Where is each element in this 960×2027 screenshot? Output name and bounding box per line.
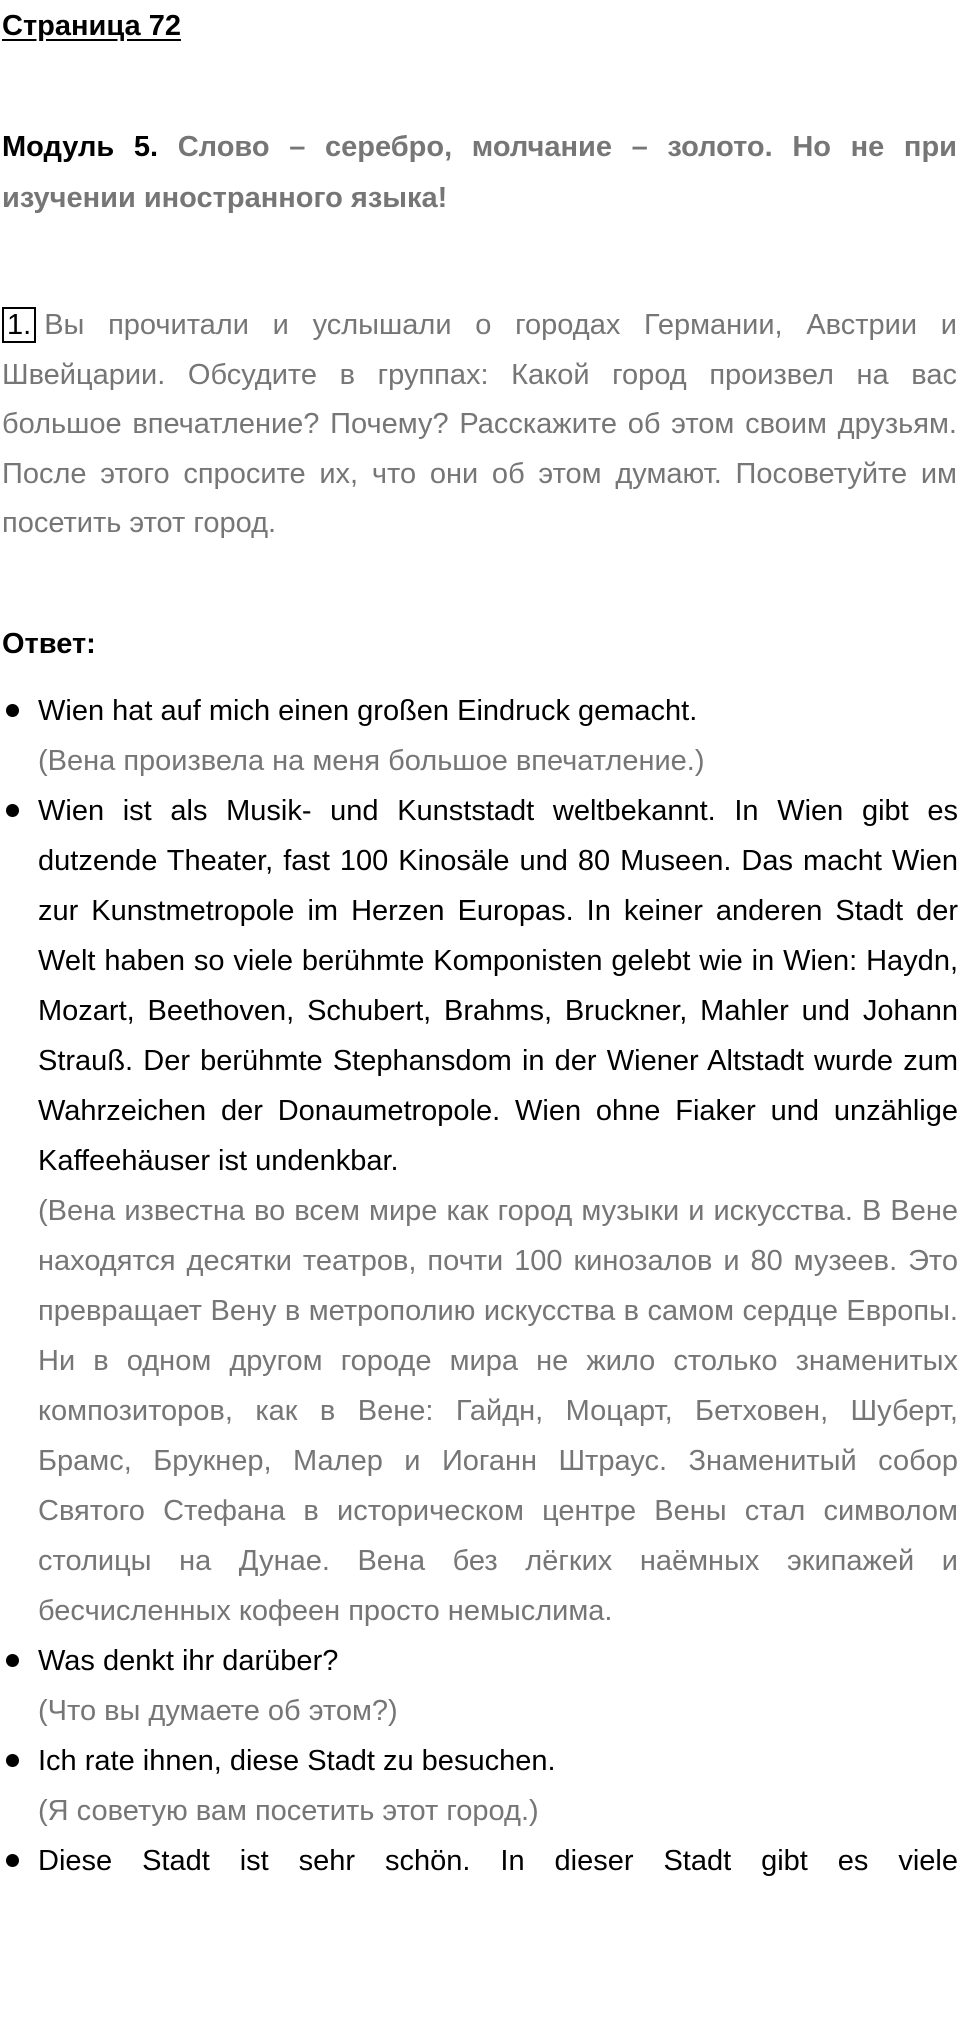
module-heading: [2, 122, 957, 224]
answer-item-5: [0, 1836, 958, 1886]
task-text: Вы прочитали и услышали о городах Германии, Австрии и Швейцарии. Обсудите в группах: Какой город произвел на вас большое впечатление? Почему? Расскажите об этом своим друзьям. После этого спросите их, что они об этом думают. Посоветуйте им посетить этот город.: [2, 309, 957, 539]
bullet-icon: [6, 704, 19, 717]
answer-item-4: [0, 1736, 958, 1836]
task-1: [2, 301, 957, 549]
bullet-icon: [6, 1754, 19, 1767]
answer-german-text: Diese Stadt ist sehr schön. In dieser Stadt gibt es viele: [38, 1845, 958, 1877]
answer-russian-translation: (Вена известна во всем мире как город музыки и искусства. В Вене находятся десятки театров, почти 100 кинозалов и 80 музеев. Это превращает Вену в метрополию искусства в самом сердце Европы. Ни в одном другом городе мира не жило столько знаменитых композиторов, как в Вене: Гайдн, Моцарт, Бетховен, Шуберт, Брамс, Брукнер, Малер и Иоганн Штраус. Знаменитый собор Святого Стефана в историческом центре Вены стал символом столицы на Дунае. Вена без лёгких наёмных экипажей и бесчисленных кофеен просто немыслима.: [38, 1195, 958, 1627]
page-title: Страница 72: [2, 10, 181, 42]
answer-item-3: [0, 1636, 958, 1736]
bullet-icon: [6, 804, 19, 817]
answer-german-text: Ich rate ihnen, diese Stadt zu besuchen.: [38, 1745, 556, 1777]
answer-german-text: Was denkt ihr darüber?: [38, 1645, 339, 1677]
bullet-icon: [6, 1654, 19, 1667]
module-title: Слово – серебро, молчание – золото. Но не при изучении иностранного языка!: [2, 131, 957, 214]
answer-russian-translation: (Я советую вам посетить этот город.): [38, 1795, 539, 1827]
answer-item-1: [0, 686, 958, 786]
bullet-icon: [6, 1854, 19, 1867]
answer-item-2: [0, 786, 958, 1636]
answer-russian-translation: (Вена произвела на меня большое впечатление.): [38, 745, 705, 777]
answer-german-text: Wien ist als Musik- und Kunststadt weltbekannt. In Wien gibt es dutzende Theater, fast 100 Kinosäle und 80 Museen. Das macht Wien zur Kunstmetropole im Herzen Europas. In keiner anderen Stadt der Welt haben so viele berühmte Komponisten gelebt wie in Wien: Haydn, Mozart, Beethoven, Schubert, Brahms, Bruckner, Mahler und Johann Strauß. Der berühmte Stephansdom in der Wiener Altstadt wurde zum Wahrzeichen der Donaumetropole. Wien ohne Fiaker und unzählige Kaffeehäuser ist undenkbar.: [38, 795, 958, 1177]
answer-label: Ответ:: [2, 628, 96, 660]
answer-list: [0, 686, 958, 1886]
module-label: Модуль 5.: [2, 131, 159, 163]
answer-german-text: Wien hat auf mich einen großen Eindruck gemacht.: [38, 695, 698, 727]
task-number-box: 1.: [2, 307, 36, 343]
answer-russian-translation: (Что вы думаете об этом?): [38, 1695, 398, 1727]
